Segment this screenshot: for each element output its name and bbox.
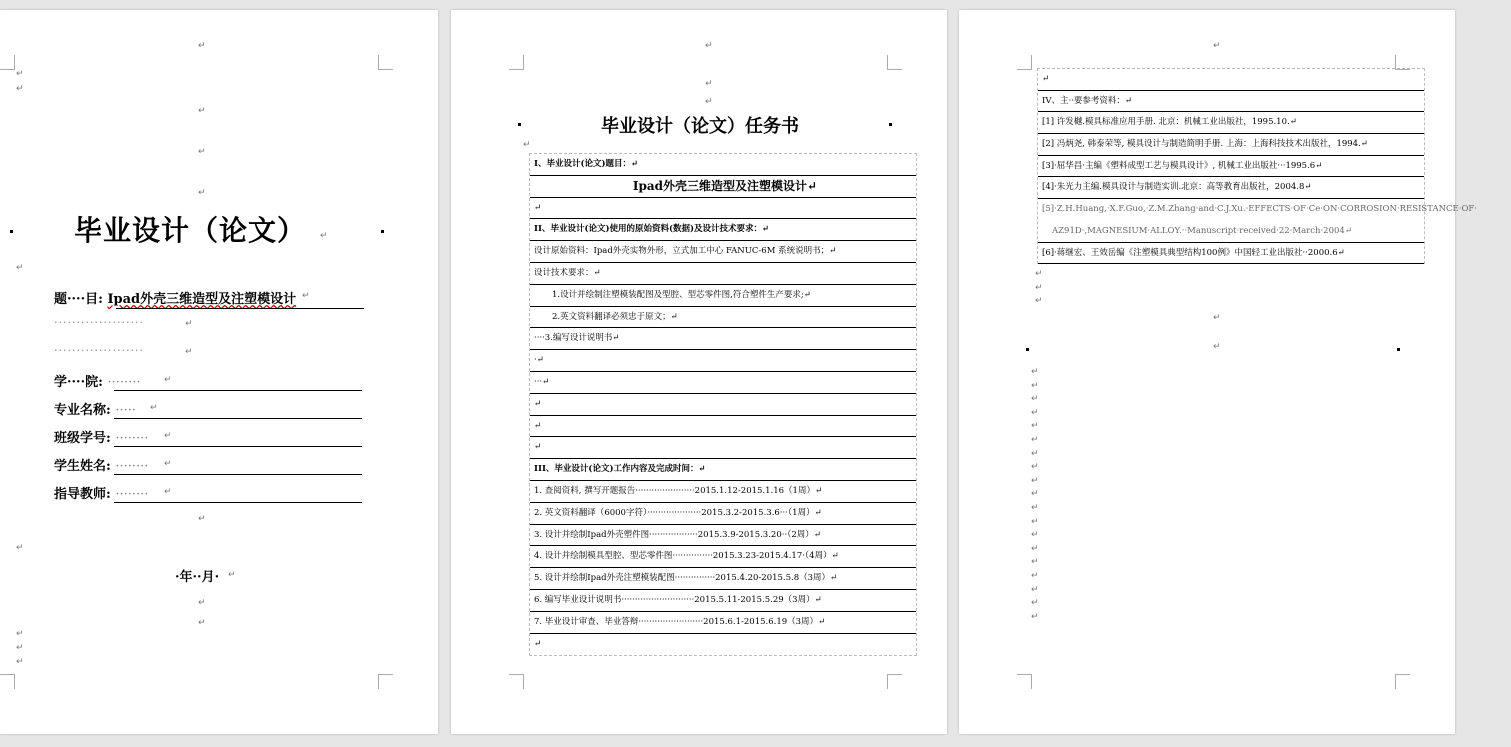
field-underline <box>116 308 364 309</box>
frame-dot <box>381 230 384 233</box>
corner-mark <box>0 674 15 689</box>
paragraph-mark: ↵ <box>1031 584 1039 595</box>
schedule-row[interactable]: 2. 英文资料翻译（6000字符）····················2015.3.2-2015.3.6···（1周）↵ <box>530 503 916 525</box>
topic-row <box>54 288 296 307</box>
paragraph-mark: ↵ <box>1031 380 1039 391</box>
major-row <box>54 399 136 418</box>
task-row[interactable]: ↵ <box>530 437 916 459</box>
paragraph-mark: ↵ <box>16 84 24 94</box>
college-label: 学····院: <box>54 375 103 390</box>
major-label: 专业名称: <box>54 403 111 418</box>
frame-dot <box>1397 348 1400 351</box>
paragraph-mark: ↵ <box>16 657 24 667</box>
reference-row[interactable]: [5]·Z.H.Huang,·X.F.Guo,·Z.M.Zhang·and·C.J.Xu.·EFFECTS·OF·Ce·ON·CORROSION·RESISTANCE·OF· <box>1042 204 1478 215</box>
paragraph-mark: ↵ <box>1031 421 1039 432</box>
paragraph-mark: ↵ <box>1035 296 1043 306</box>
paragraph-mark: ↵ <box>1031 503 1039 513</box>
college-value[interactable]: ········ <box>107 375 141 390</box>
page-cover <box>0 10 438 734</box>
topic-continuation: ···················· <box>54 316 144 329</box>
paragraph-mark: ↵ <box>198 618 206 628</box>
paragraph-mark: ↵ <box>1031 448 1039 459</box>
paragraph-mark: ↵ <box>1031 530 1039 541</box>
reference-row[interactable]: [6]·蒋继宏、王效岳编《注塑模具典型结构100例》中国轻工业出版社··2000.6↵ <box>1038 243 1424 265</box>
advisor-label: 指导教师: <box>54 487 111 502</box>
class-id-value[interactable]: ········ <box>115 431 149 446</box>
paragraph-mark: ↵ <box>1031 571 1039 581</box>
schedule-row[interactable]: 4. 设计并绘制模具型腔、型芯零件图···············2015.3.23-2015.4.17·（4周）↵ <box>530 546 916 568</box>
reference-row-continuation[interactable]: AZ91D·,MAGNESIUM·ALLOY.··Manuscript·received·22·March·2004↵ <box>1038 221 1424 243</box>
reference-row[interactable]: [4]·朱光力主编.模具设计与制造实训.北京：高等教育出版社，2004.8↵ <box>1038 177 1424 199</box>
task-row[interactable]: ↵ <box>530 416 916 438</box>
references-table <box>1037 68 1478 264</box>
paragraph-mark: ↵ <box>302 291 310 301</box>
frame-dot <box>10 230 13 233</box>
paragraph-mark: ↵ <box>164 459 172 469</box>
paragraph-mark: ↵ <box>198 41 206 51</box>
paragraph-mark: ↵ <box>164 375 172 385</box>
paragraph-mark: ↵ <box>705 79 713 89</box>
paragraph-mark: ↵ <box>164 487 172 497</box>
task-row[interactable]: ····3.编写设计说明书↵ <box>530 328 916 350</box>
paragraph-mark: ↵ <box>1031 598 1039 609</box>
task-row[interactable]: 设计技术要求：↵ <box>530 263 916 285</box>
task-row[interactable]: ···↵ <box>530 372 916 394</box>
paragraph-mark: ↵ <box>705 97 713 107</box>
frame-dot <box>889 123 892 126</box>
schedule-row[interactable]: 7. 毕业设计审查、毕业答辩························2015.6.1-2015.6.19（3周）↵ <box>530 612 916 634</box>
topic-continuation: ···················· <box>54 344 144 357</box>
schedule-row[interactable]: 6. 编写毕业设计说明书···························2015.5.11-2015.5.29（3周）↵ <box>530 590 916 612</box>
corner-mark <box>887 674 902 689</box>
corner-mark <box>0 55 15 70</box>
task-topic-value[interactable]: Ipad外壳三维造型及注塑模设计↵ <box>530 176 916 198</box>
field-underline <box>114 418 362 419</box>
year-month: ·年··月· <box>175 570 220 585</box>
task-row[interactable]: ·↵ <box>530 350 916 372</box>
corner-mark <box>887 55 902 70</box>
frame-dot <box>1026 348 1029 351</box>
references-heading: IV、主··要参考资料：↵ <box>1038 91 1424 113</box>
student-name-row <box>54 455 148 474</box>
field-underline <box>114 446 362 447</box>
field-underline <box>114 502 362 503</box>
paragraph-mark: ↵ <box>16 263 24 273</box>
reference-row[interactable]: [2] 冯炳尧, 韩泰荣等, 模具设计与制造简明手册. 上海：上海科技技术出版社，1994.↵ <box>1038 134 1424 156</box>
task-row[interactable]: 1.设计并绘制注塑模装配图及型腔、型芯零件图,符合塑件生产要求;↵ <box>530 285 916 307</box>
task-section-requirements: II、毕业设计(论文)使用的原始资料(数据)及设计技术要求：↵ <box>530 219 916 241</box>
topic-label: 题····目: <box>54 292 103 307</box>
frame-dot <box>518 123 521 126</box>
page-task-book <box>451 10 947 734</box>
corner-mark <box>509 55 524 70</box>
paragraph-mark: ↵ <box>705 41 713 51</box>
paragraph-mark: ↵ <box>1031 543 1039 554</box>
student-name-value[interactable]: ········ <box>115 459 149 474</box>
paragraph-mark: ↵ <box>1031 407 1039 418</box>
corner-mark <box>378 55 393 70</box>
paragraph-mark: ↵ <box>198 147 206 157</box>
corner-mark <box>1017 674 1032 689</box>
advisor-row <box>54 483 148 502</box>
paragraph-mark: ↵ <box>1213 313 1221 323</box>
paragraph-mark: ↵ <box>1213 41 1221 51</box>
field-underline <box>114 474 362 475</box>
task-row[interactable]: 设计原始资料：Ipad外壳实物外形，立式加工中心 FANUC-6M 系统说明书；↵ <box>530 241 916 263</box>
paragraph-mark: ↵ <box>1031 489 1039 500</box>
paragraph-mark: ↵ <box>16 543 24 553</box>
paragraph-mark: ↵ <box>16 69 24 79</box>
task-row[interactable]: ↵ <box>530 198 916 220</box>
reference-row[interactable]: [1] 许发樾.模具标准应用手册. 北京：机械工业出版社，1995.10.↵ <box>1038 112 1424 134</box>
paragraph-mark: ↵ <box>1213 342 1221 352</box>
paragraph-mark: ↵ <box>1031 611 1039 622</box>
corner-mark <box>378 674 393 689</box>
schedule-row[interactable]: 3. 设计并绘制Ipad外壳塑件图··················2015.3.9-2015.3.20··（2周）↵ <box>530 525 916 547</box>
paragraph-mark: ↵ <box>150 403 158 413</box>
paragraph-mark: ↵ <box>198 106 206 116</box>
schedule-row[interactable]: 5. 设计并绘制Ipad外壳注塑模装配图···············2015.4.20-2015.5.8（3周）↵ <box>530 568 916 590</box>
paragraph-mark: ↵ <box>198 188 206 198</box>
page-references <box>959 10 1478 734</box>
task-section-topic: I、毕业设计(论文)题目：↵ <box>530 154 916 176</box>
class-id-label: 班级学号: <box>54 431 111 446</box>
paragraph-mark: ↵ <box>1035 269 1043 279</box>
paragraph-mark: ↵ <box>228 570 236 580</box>
corner-mark <box>1395 674 1410 689</box>
paragraph-mark: ↵ <box>185 347 193 357</box>
paragraph-mark: ↵ <box>164 431 172 441</box>
topic-value[interactable]: Ipad外壳三维造型及注塑模设计 <box>107 292 297 307</box>
corner-mark <box>509 674 524 689</box>
cover-title: 毕业设计（论文） <box>74 214 307 247</box>
class-id-row <box>54 427 148 446</box>
task-row[interactable]: ↵ <box>534 638 542 649</box>
paragraph-mark: ↵ <box>1031 435 1039 445</box>
paragraph-mark: ↵ <box>1031 475 1039 486</box>
task-row[interactable]: 2.英文资料翻译必须忠于原文；↵ <box>530 307 916 329</box>
schedule-row[interactable]: 1. 查阅资料, 撰写开题报告······················2015.1.12-2015.1.16（1周）↵ <box>530 481 916 503</box>
college-row <box>54 371 141 390</box>
paragraph-mark: ↵ <box>523 140 531 150</box>
paragraph-mark: ↵ <box>1031 367 1039 377</box>
major-value[interactable]: ····· <box>115 403 137 418</box>
advisor-value[interactable]: ········ <box>115 487 149 502</box>
paragraph-mark: ↵ <box>198 598 206 608</box>
paragraph-mark: ↵ <box>1031 462 1039 473</box>
task-section-schedule: III、毕业设计(论文)工作内容及完成时间：↵ <box>530 459 916 481</box>
task-title: 毕业设计（论文）任务书 <box>601 116 799 137</box>
paragraph-mark: ↵ <box>1035 283 1043 293</box>
paragraph-mark: ↵ <box>198 514 206 524</box>
reference-row[interactable]: ↵ <box>1038 69 1424 91</box>
field-underline <box>114 390 362 391</box>
task-row[interactable]: ↵ <box>530 394 916 416</box>
paragraph-mark: ↵ <box>1031 394 1039 405</box>
paragraph-mark: ↵ <box>16 629 24 639</box>
paragraph-mark: ↵ <box>320 231 328 241</box>
paragraph-mark: ↵ <box>1031 557 1039 568</box>
paragraph-mark: ↵ <box>16 643 24 653</box>
corner-mark <box>1017 55 1032 70</box>
student-name-label: 学生姓名: <box>54 459 111 474</box>
paragraph-mark: ↵ <box>1031 516 1039 527</box>
reference-row[interactable]: [3]·屈华昌·主编《塑料成型工艺与模具设计》, 机械工业出版社···1995.6↵ <box>1038 156 1424 178</box>
task-table <box>529 153 917 656</box>
paragraph-mark: ↵ <box>185 319 193 329</box>
